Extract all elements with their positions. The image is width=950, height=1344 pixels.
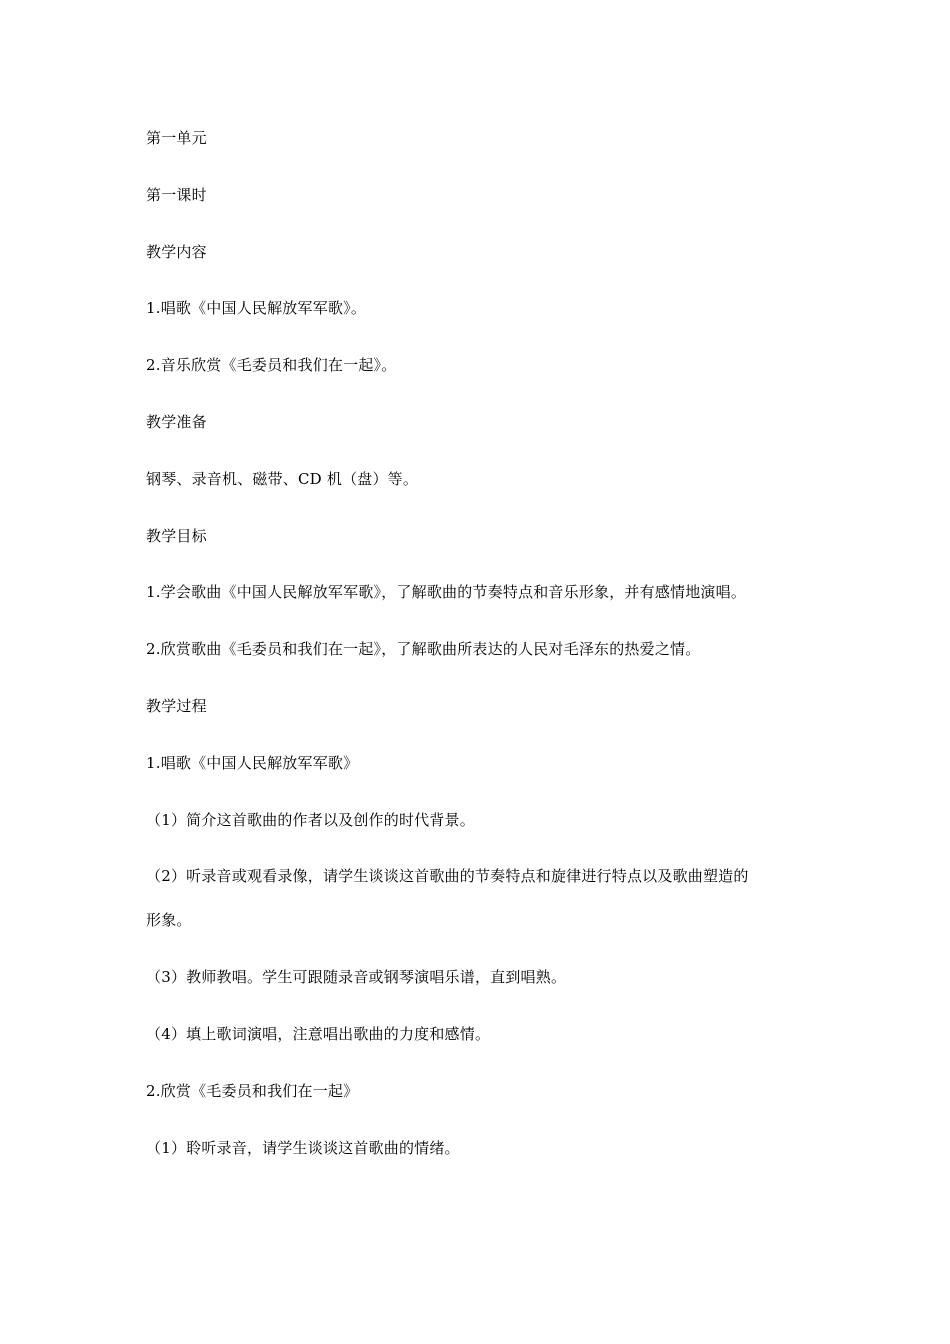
section-heading-goals: 教学目标 <box>146 527 207 545</box>
process-item-1: 1.唱歌《中国人民解放军军歌》 <box>146 754 359 772</box>
lesson-heading: 第一课时 <box>146 186 207 204</box>
process-subitem-1-3: （3）教师教唱。学生可跟随录音或钢琴演唱乐谱，直到唱熟。 <box>146 968 567 986</box>
process-item-2: 2.欣赏《毛委员和我们在一起》 <box>146 1082 359 1100</box>
process-subitem-1-1: （1）简介这首歌曲的作者以及创作的时代背景。 <box>146 811 475 829</box>
process-subitem-2-1: （1）聆听录音，请学生谈谈这首歌曲的情绪。 <box>146 1139 460 1157</box>
preparation-text: 钢琴、录音机、磁带、CD 机（盘）等。 <box>146 470 419 488</box>
unit-heading: 第一单元 <box>146 129 207 147</box>
section-heading-preparation: 教学准备 <box>146 413 207 431</box>
process-subitem-1-2: （2）听录音或观看录像，请学生谈谈这首歌曲的节奏特点和旋律进行特点以及歌曲塑造的 <box>146 867 749 885</box>
goal-item-1: 1.学会歌曲《中国人民解放军军歌》，了解歌曲的节奏特点和音乐形象，并有感情地演唱。 <box>146 583 747 601</box>
content-item-1: 1.唱歌《中国人民解放军军歌》。 <box>146 299 367 317</box>
section-heading-content: 教学内容 <box>146 243 207 261</box>
section-heading-process: 教学过程 <box>146 697 207 715</box>
process-subitem-1-2-continued: 形象。 <box>146 911 192 929</box>
process-subitem-1-4: （4）填上歌词演唱，注意唱出歌曲的力度和感情。 <box>146 1025 491 1043</box>
content-item-2: 2.音乐欣赏《毛委员和我们在一起》。 <box>146 356 397 374</box>
goal-item-2: 2.欣赏歌曲《毛委员和我们在一起》，了解歌曲所表达的人民对毛泽东的热爱之情。 <box>146 640 701 658</box>
